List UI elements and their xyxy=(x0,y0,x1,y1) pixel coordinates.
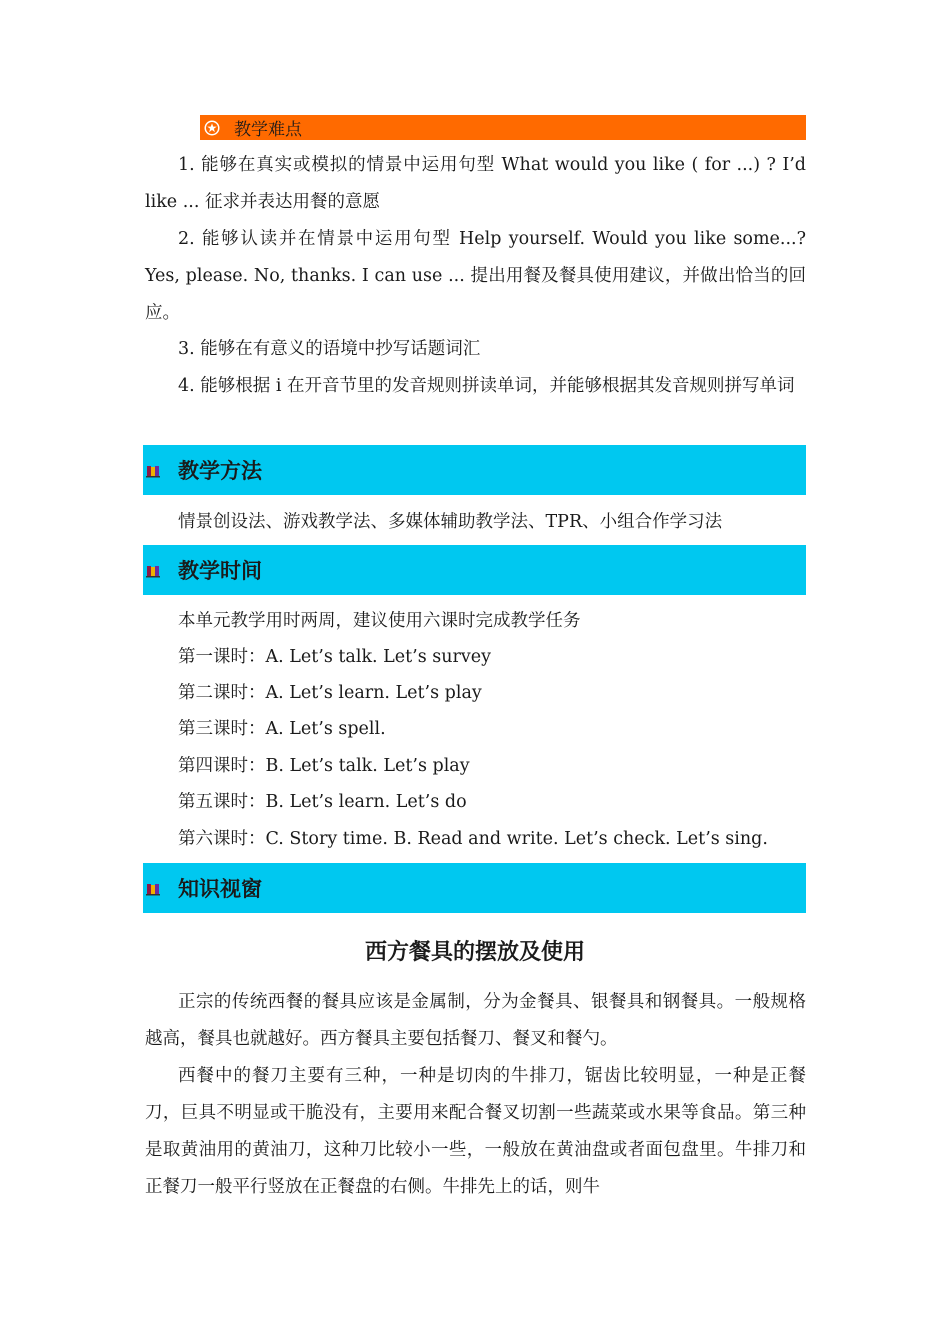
book-icon xyxy=(146,563,160,577)
lesson-item: 第六课时：C. Story time. B. Read and write. Let’s check. Let’s sing. xyxy=(178,829,768,849)
methods-text: 情景创设法、游戏教学法、多媒体辅助教学法、TPR、小组合作学习法 xyxy=(178,512,723,532)
section-title: 知识视窗 xyxy=(178,877,262,901)
section-title: 教学时间 xyxy=(178,559,262,583)
difficulty-item-2: 2. 能够认读并在情景中运用句型 Help yourself. Would you like some...? Yes, please. No, thanks. I can use ... 提出用餐及餐具使用建议，并做出恰当的回应。 xyxy=(145,229,806,323)
schedule-intro: 本单元教学用时两周，建议使用六课时完成教学任务 xyxy=(178,611,581,631)
section-header-knowledge xyxy=(143,863,806,913)
article-paragraph-1: 正宗的传统西餐的餐具应该是金属制，分为金餐具、银餐具和钢餐具。一般规格越高，餐具也就越好。西方餐具主要包括餐刀、餐叉和餐勺。 xyxy=(145,992,806,1049)
book-icon xyxy=(146,881,160,895)
difficulty-item-3: 3. 能够在有意义的语境中抄写话题词汇 xyxy=(178,339,481,359)
lesson-item: 第五课时：B. Let’s learn. Let’s do xyxy=(178,792,467,812)
section-header-methods xyxy=(143,445,806,495)
lesson-item: 第三课时：A. Let’s spell. xyxy=(178,719,386,739)
difficulty-item-4: 4. 能够根据 i 在开音节里的发音规则拼读单词，并能够根据其发音规则拼写单词 xyxy=(178,376,795,396)
lesson-item: 第四课时：B. Let’s talk. Let’s play xyxy=(178,756,470,776)
difficulty-item-1: 1. 能够在真实或模拟的情景中运用句型 What would you like ( for ...) ? I’d like ... 征求并表达用餐的意愿 xyxy=(145,155,806,212)
article-paragraph-2: 西餐中的餐刀主要有三种，一种是切肉的牛排刀，锯齿比较明显，一种是正餐刀，巨具不明显或干脆没有，主要用来配合餐叉切割一些蔬菜或水果等食品。第三种是取黄油用的黄油刀，这种刀比较小一些，一般放在黄油盘或者面包盘里。牛排刀和正餐刀一般平行竖放在正餐盘的右侧。牛排先上的话，则牛 xyxy=(145,1066,806,1197)
lesson-item: 第一课时：A. Let’s talk. Let’s survey xyxy=(178,647,492,667)
section-title: 教学方法 xyxy=(178,459,262,483)
book-icon xyxy=(146,463,160,477)
section-header-schedule xyxy=(143,545,806,595)
lesson-item: 第二课时：A. Let’s learn. Let’s play xyxy=(178,683,482,703)
article-title: 西方餐具的摆放及使用 xyxy=(364,940,585,965)
star-circle-icon xyxy=(204,120,220,136)
section-title: 教学难点 xyxy=(234,120,302,140)
section-header-difficulties xyxy=(200,115,806,140)
